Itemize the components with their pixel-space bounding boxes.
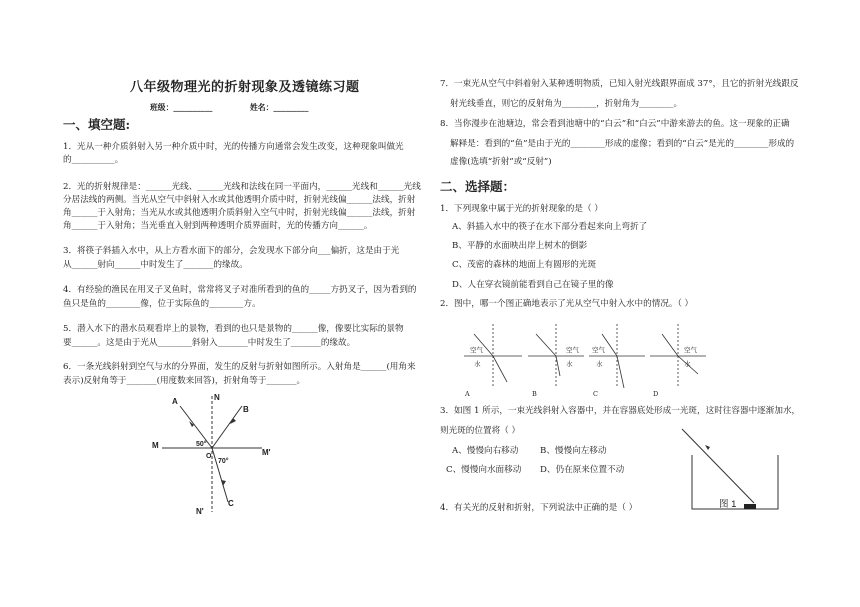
label-N: N [214,393,220,402]
section-heading-fill-in: 一、填空题: [63,117,131,132]
c4-question: 4．有关光的反射和折射，下列说法中正确的是（ ） [440,503,638,513]
q2-line: 2．光的折射规律是：______光线、______光线和法线在同一平面内，______光线和______光线 [63,182,421,192]
q4-line: 鱼只是鱼的________像，位于实际鱼的________方。 [63,299,261,309]
q2-line: 分居法线的两侧。当光从空气中斜射入水或其他透明介质中时，折射光线偏______法线，折射 [63,195,416,205]
c1-option-c: C、茂密的森林的地面上有圆形的光斑 [452,260,597,270]
page-title: 八年级物理光的折射现象及透镜练习题 [130,80,360,95]
q3-line: 从______射向______中时发生了_______的缘故。 [63,260,248,270]
c2-water-label: 水 [474,360,481,368]
c2-figures [462,318,707,400]
c1-option-b: B、平静的水面映出岸上树木的倒影 [452,241,588,251]
q6-line: 表示)反射角等于_______(用度数来回答)，折射角等于_______。 [63,376,306,386]
class-field: 班级：__________ [150,103,213,112]
c3-option-b: B、慢慢向左移动 [540,446,607,456]
label-B: B [243,405,249,414]
angle-70: 70° [218,458,229,465]
q2-line: 角______于入射角；当光从水或其他透明介质斜射入空气中时，折射光线偏______法线，折射 [63,208,416,218]
c2-air-label: 空气 [566,346,579,354]
q8-line: 8．当你漫步在池塘边，常会看到池塘中的“白云”和“白云”中游来游去的鱼。这一现象的正确 [440,119,790,129]
c2-air-label: 空气 [470,346,483,354]
reflection-refraction-figure [150,390,280,520]
c2-label-a: A [465,390,470,398]
q8-line: 解释是：看到的“鱼”是由于光的________形成的虚像；看到的“白云”是光的________形成的 [450,139,795,149]
c2-label-c: C [593,390,598,398]
c2-water-label: 水 [596,360,603,368]
q6-line: 6．一条光线斜射到空气与水的分界面，发生的反射与折射如图所示。入射角是______(用角来 [63,362,416,372]
q5-line: 5．潜入水下的潜水员观看岸上的景物，看到的也只是景物的______像，像要比实际的景物 [63,324,404,334]
q1-line: 1．光从一种介质斜射入另一种介质中时，光的传播方向通常会发生改变，这种现象叫做光 [63,142,404,152]
c2-label-d: D [653,390,659,398]
c3-line: 则光斑的位置将（ ） [440,426,521,436]
q3-line: 3．将筷子斜插入水中，从上方看水面下的部分，会发现水下部分向___偏折，这是由于光 [63,246,400,256]
q7-line: 7．一束光从空气中斜着射入某种透明物质，已知入射光线跟界面成 37°，且它的折射光线跟反 [440,79,799,89]
q1-line: 的__________。 [63,155,124,165]
c3-line: 3．如图 1 所示，一束光线斜射入容器中，并在容器底处形成一光斑，这时往容器中逐渐加水， [440,406,801,416]
c1-option-d: D、人在穿衣镜前能看到自己在镜子里的像 [452,280,614,290]
c1-question: 1．下列现象中属于光的折射现象的是（ ） [440,204,603,214]
c2-air-label: 空气 [684,346,697,354]
label-A: A [172,397,178,406]
c2-water-label: 水 [566,360,573,368]
label-N-prime: N' [196,507,204,516]
c3-option-a: A、慢慢向右移动 [452,446,519,456]
section-heading-choice: 二、选择题： [440,179,516,194]
fig1-caption-text: 图 1 [719,499,737,510]
c3-option-d: D、仍在原来位置不动 [540,465,625,475]
label-M: M [152,441,159,450]
c2-water-label: 水 [684,360,691,368]
c2-label-b: B [532,390,537,398]
c3-option-c: C、慢慢向水面移动 [446,465,522,475]
c2-air-label: 空气 [592,346,605,354]
q7-line: 射光线垂直，则它的反射角为________，折射角为________。 [450,99,683,109]
c1-option-a: A、斜插入水中的筷子在水下部分看起来向上弯折了 [452,222,648,232]
label-O: O [206,453,212,460]
angle-50: 50° [196,441,207,448]
name-field: 姓名：_________ [250,103,309,112]
label-C: C [228,499,234,508]
q2-line: 角______于入射角；当光垂直入射到两种透明介质界面时，光的传播方向______。 [63,221,373,231]
label-M-prime: M' [262,448,271,457]
q4-line: 4．有经验的渔民在用叉子叉鱼时，常常将叉子对准所看到的鱼的_____方扔叉子，因为看到的 [63,285,417,295]
c2-question: 2．图中，哪一个图正确地表示了光从空气中射入水中的情况。（ ） [440,299,694,309]
q8-line: 虚像(选填“折射”或“反射”) [450,157,552,167]
q5-line: 要______。这是由于光从________斜射入_______中时发生了_______的缘故。 [63,338,356,348]
